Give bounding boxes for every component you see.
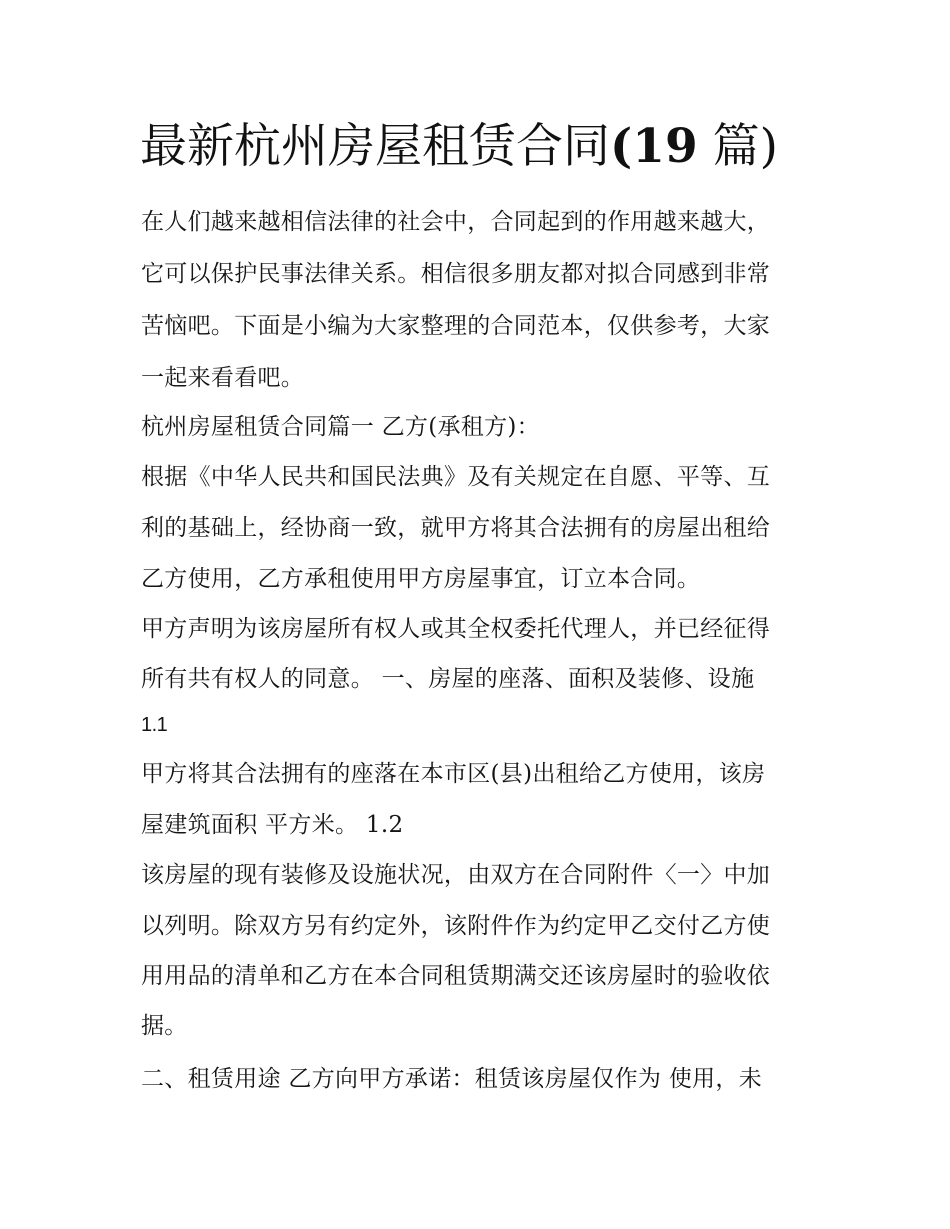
title-unit: 篇)	[697, 119, 778, 174]
paragraph-line: 乙方使用，乙方承租使用甲方房屋事宜，订立本合同。	[141, 566, 701, 592]
title-main: 最新杭州房屋租赁合同	[140, 119, 610, 174]
paragraph-line: 二、租赁用途 乙方向甲方承诺：租赁该房屋仅作为 使用，未	[141, 1066, 763, 1092]
section-heading: 杭州房屋租赁合同篇一 乙方(承租方)：	[141, 414, 540, 440]
paragraph-line: 在人们越来越相信法律的社会中，合同起到的作用越来越大，	[141, 209, 771, 235]
paragraph-line: 屋建筑面积 平方米。 1.2	[141, 812, 404, 838]
paragraph-line: 用用品的清单和乙方在本合同租赁期满交还该房屋时的验收依	[141, 963, 771, 989]
clause-number: 1.1	[141, 714, 168, 736]
paragraph-line: 据。	[141, 1013, 188, 1039]
paragraph-line: 甲方声明为该房屋所有权人或其全权委托代理人，并已经征得	[141, 616, 771, 642]
paragraph-line: 甲方将其合法拥有的座落在本市区(县)出租给乙方使用，该房	[141, 761, 766, 787]
paragraph-line: 该房屋的现有装修及设施状况，由双方在合同附件〈一〉中加	[141, 862, 771, 888]
paragraph-line: 一起来看看吧。	[141, 365, 305, 391]
paragraph-line: 它可以保护民事法律关系。相信很多朋友都对拟合同感到非常	[141, 261, 771, 287]
title-count: (19	[610, 119, 698, 174]
paragraph-line: 以列明。除双方另有约定外，该附件作为约定甲乙交付乙方使	[141, 913, 771, 939]
paragraph-line: 苦恼吧。下面是小编为大家整理的合同范本，仅供参考，大家	[141, 313, 771, 339]
paragraph-line: 利的基础上，经协商一致，就甲方将其合法拥有的房屋出租给	[141, 515, 771, 541]
paragraph-line: 所有共有权人的同意。 一、房屋的座落、面积及装修、设施	[141, 666, 755, 692]
paragraph-line: 根据《中华人民共和国民法典》及有关规定在自愿、平等、互	[141, 464, 771, 490]
document-title	[140, 112, 840, 182]
